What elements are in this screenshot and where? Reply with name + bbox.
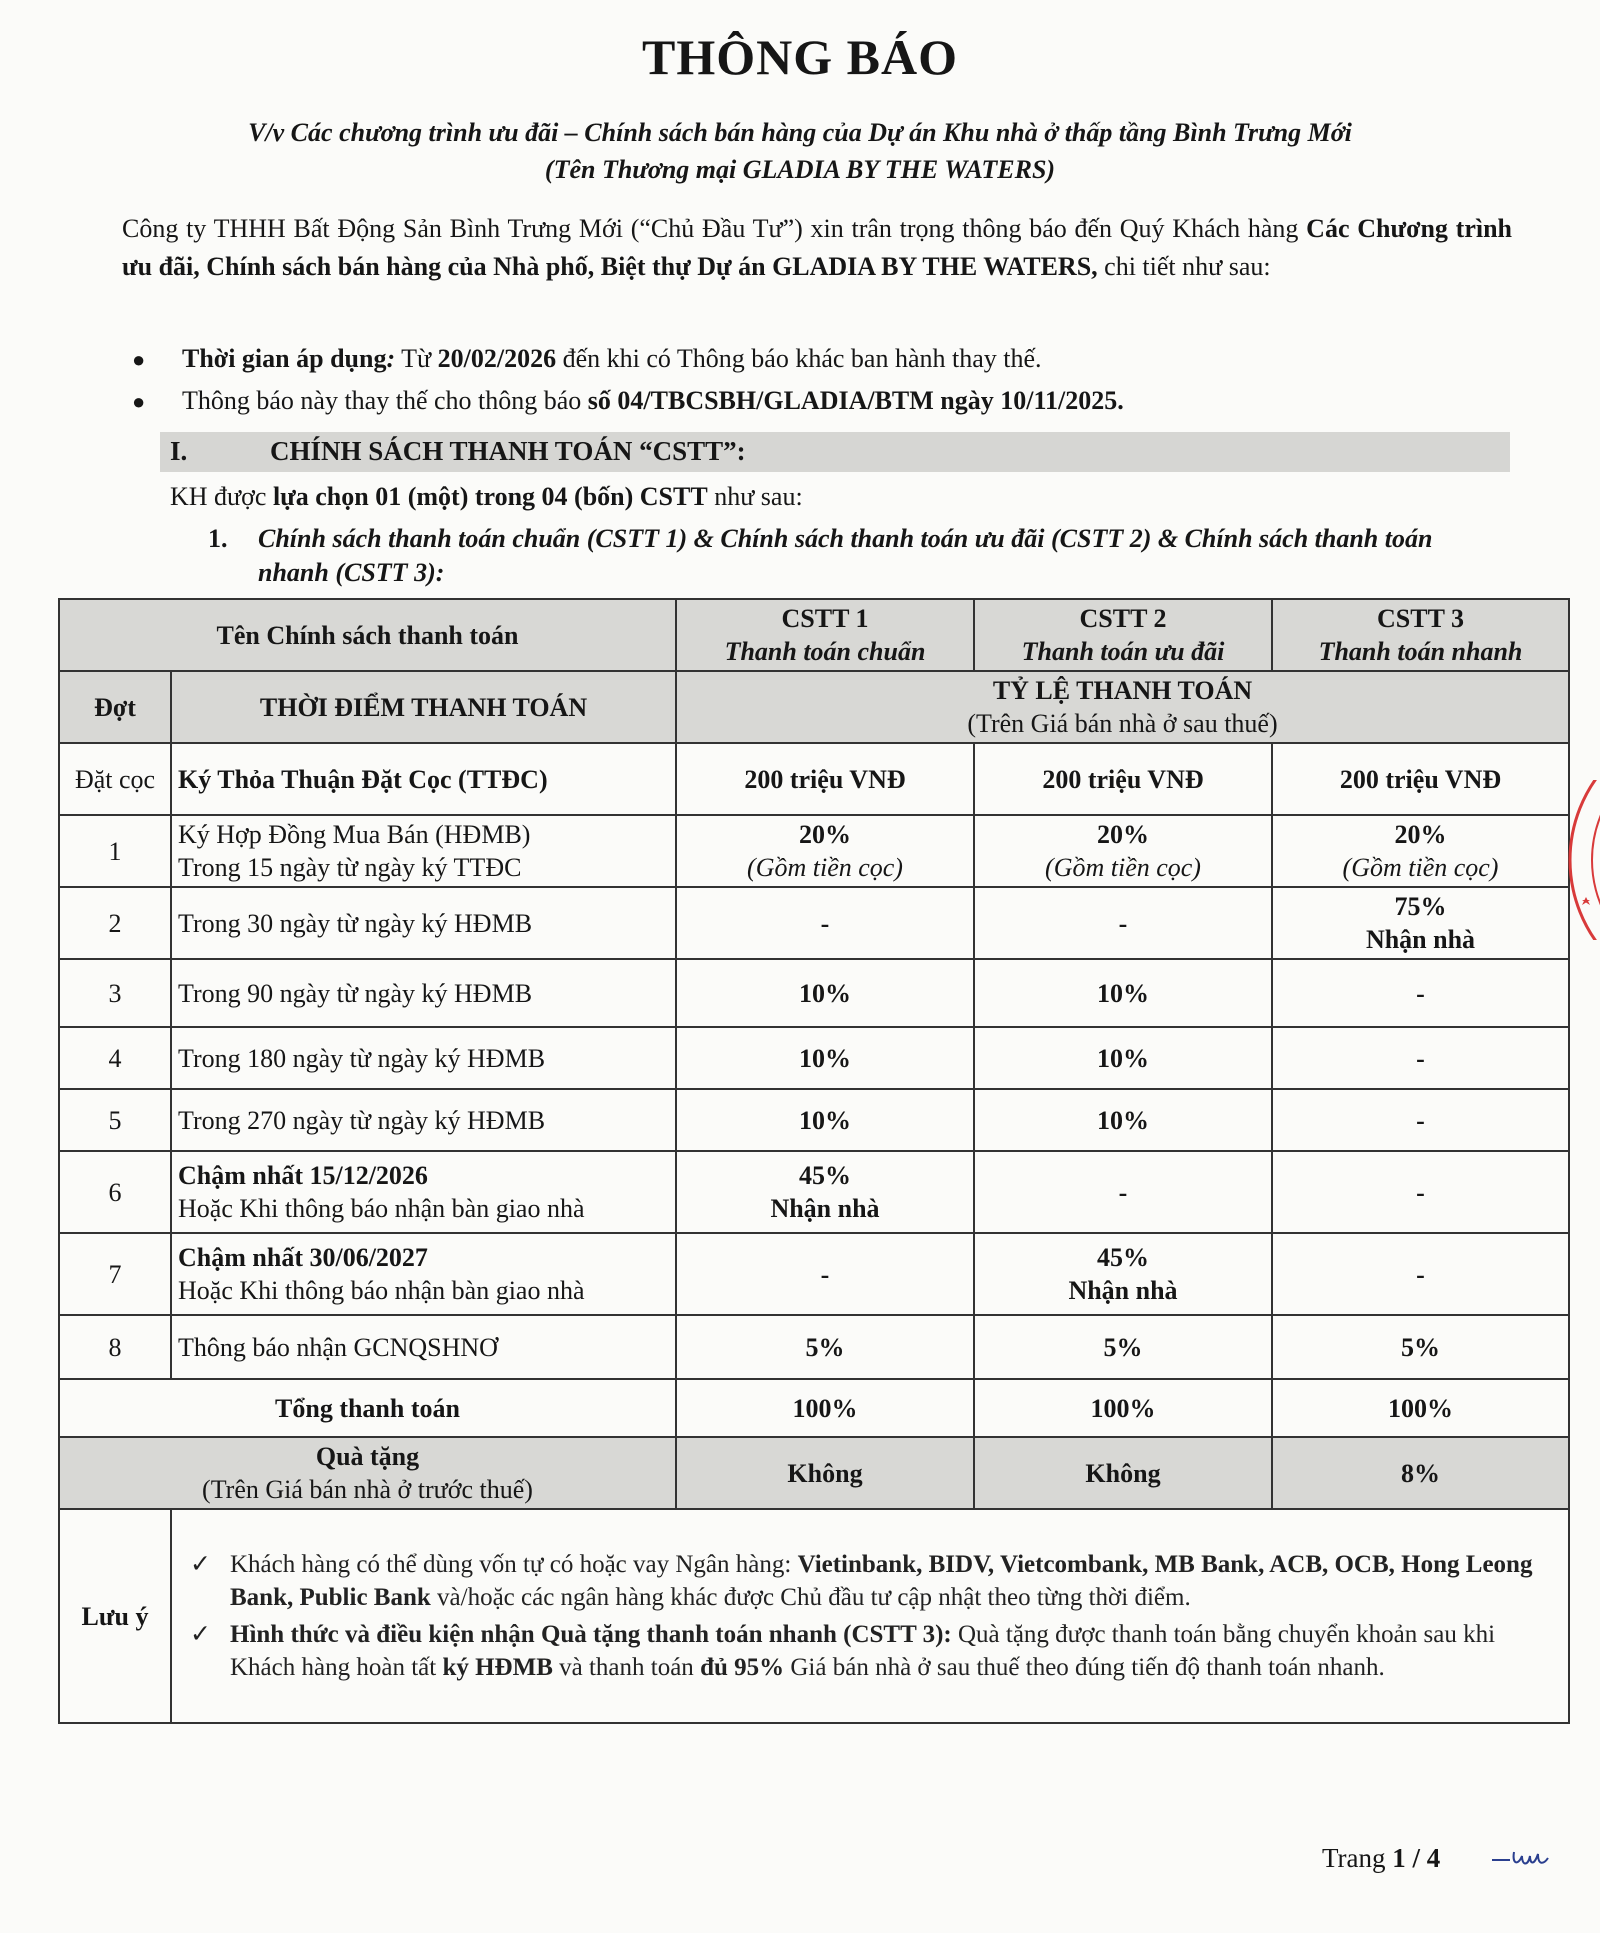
row-value-cstt2: 200 triệu VNĐ [974,743,1272,815]
choose-text-2: như sau: [707,482,803,511]
note-1-text-a: Khách hàng có thể dùng vốn tự có hoặc vay Ngân hàng: [230,1551,798,1578]
choose-text-1: KH được [170,482,273,511]
table-row [59,1151,1569,1233]
bullet-dot-icon: ● [132,389,146,414]
row-time-line-1: Ký Hợp Đồng Mua Bán (HĐMB) [178,820,531,849]
note-label: Lưu ý [59,1509,171,1723]
row-value-cstt3: - [1272,959,1569,1027]
value-sub: (Gồm tiền cọc) [747,853,903,882]
check-icon: ✓ [190,1621,211,1648]
table-row [59,959,1569,1027]
company-stamp-fragment [1560,780,1600,945]
section-title: CHÍNH SÁCH THANH TOÁN “CSTT”: [270,436,746,466]
row-dot: 4 [59,1027,171,1089]
gift-label-cell [59,1437,676,1509]
subtitle-line-2: (Tên Thương mại GLADIA BY THE WATERS) [544,155,1056,184]
policy-name: Thanh toán nhanh [1318,637,1523,666]
row-value-cstt1: - [676,887,974,959]
bullet-2-bold: số 04/TBCSBH/GLADIA/BTM ngày 10/11/2025. [587,386,1124,415]
row-value-cstt2: 10% [974,1089,1272,1151]
table-row [59,887,1569,959]
row-time-line-1: Chậm nhất 15/12/2026 [178,1161,428,1190]
total-cstt2: 100% [974,1379,1272,1437]
row-value-cstt2 [974,815,1272,887]
policy-header-cstt1 [676,599,974,671]
gift-cstt1: Không [676,1437,974,1509]
row-value-cstt2: - [974,1151,1272,1233]
note-content [171,1509,1569,1723]
column-header-dot: Đợt [59,671,171,743]
policy-name: Thanh toán chuẩn [724,637,926,666]
row-dot: 8 [59,1315,171,1379]
row-time-line-2: Hoặc Khi thông báo nhận bàn giao nhà [178,1194,585,1223]
value-sub: Nhận nhà [770,1194,880,1223]
row-value-cstt1: - [676,1233,974,1315]
row-value-cstt1 [676,1151,974,1233]
check-icon: ✓ [190,1551,211,1578]
row-value-cstt3 [1272,887,1569,959]
row-value-cstt2 [974,1233,1272,1315]
policy-header-cstt2 [974,599,1272,671]
policy-name-header: Tên Chính sách thanh toán [59,599,676,671]
value-main: 20% [1097,820,1149,849]
row-time: Ký Thỏa Thuận Đặt Cọc (TTĐC) [171,743,676,815]
total-cstt1: 100% [676,1379,974,1437]
row-value-cstt1 [676,815,974,887]
initials-signature [1488,1838,1568,1883]
page-title: THÔNG BÁO [642,29,958,85]
policy-item-heading [208,522,1508,590]
value-sub: Nhận nhà [1365,925,1476,954]
policy-header-cstt3 [1272,599,1569,671]
row-time [171,1233,676,1315]
table-row-note [59,1509,1569,1723]
row-time-line-2: Trong 15 ngày từ ngày ký TTĐC [178,853,522,882]
row-value-cstt2: 5% [974,1315,1272,1379]
choose-line [170,482,803,512]
bullet-1-text-1: Từ [395,344,438,373]
item-number: 1. [208,524,228,553]
value-main: 20% [799,820,851,849]
choose-bold: lựa chọn 01 (một) trong 04 (bốn) CSTT [272,482,708,511]
value-main: 20% [1394,820,1447,849]
item-text: Chính sách thanh toán chuẩn (CSTT 1) & Chính sách thanh toán ưu đãi (CSTT 2) & Chính sách thanh toán nhanh (CSTT 3): [258,524,1433,587]
row-value-cstt3: - [1272,1089,1569,1151]
note-2-bold: Hình thức và điều kiện nhận Quà tặng thanh toán nhanh (CSTT 3): [230,1621,952,1648]
total-cstt3: 100% [1272,1379,1569,1437]
row-dot: 1 [59,815,171,887]
row-time [171,815,676,887]
table-row [59,1089,1569,1151]
table-row-policy-header [59,599,1569,671]
ratio-subtitle: (Trên Giá bán nhà ở sau thuế) [967,709,1278,738]
row-value-cstt3: 200 triệu VNĐ [1272,743,1569,815]
intro-text-1: Công ty THHH Bất Động Sản Bình Trưng Mới (“Chủ Đầu Tư”) xin trân trọng thông báo đến Quý Khách hàng [122,214,1307,243]
table-row-column-header [59,671,1569,743]
section-number: I. [170,436,188,466]
gift-cstt3: 8% [1272,1437,1569,1509]
row-value-cstt1: 10% [676,959,974,1027]
row-time: Trong 270 ngày từ ngày ký HĐMB [171,1089,676,1151]
row-dot: 5 [59,1089,171,1151]
value-main: 45% [799,1161,851,1190]
row-value-cstt1: 10% [676,1027,974,1089]
note-1-banks: Vietinbank, BIDV, Vietcombank, MB Bank, ACB, OCB, Hong Leong Bank, Public Bank [230,1551,1533,1611]
row-dot: 6 [59,1151,171,1233]
column-header-ratio [676,671,1569,743]
row-value-cstt2: 10% [974,959,1272,1027]
bullet-dot-icon: ● [132,347,146,372]
policy-code: CSTT 1 [781,604,869,633]
page-separator: / [1405,1843,1427,1873]
row-value-cstt3: - [1272,1027,1569,1089]
table-row [59,743,1569,815]
value-sub: (Gồm tiền cọc) [1045,853,1201,882]
row-time-line-2: Hoặc Khi thông báo nhận bàn giao nhà [178,1276,585,1305]
bullet-replacement [132,384,1124,419]
ratio-title: TỶ LỆ THANH TOÁN [992,676,1253,705]
policy-code: CSTT 3 [1377,604,1464,633]
note-line-gift [178,1618,1562,1684]
row-value-cstt2: 10% [974,1027,1272,1089]
row-value-cstt3: 5% [1272,1315,1569,1379]
page-current: 1 [1392,1843,1406,1873]
bullet-1-text-2: đến khi có Thông báo khác ban hành thay thế. [556,344,1042,373]
table-row [59,1233,1569,1315]
note-1-text-c: và/hoặc các ngân hàng khác được Chủ đầu tư cập nhật theo từng thời điểm. [430,1584,1191,1611]
row-time: Trong 90 ngày từ ngày ký HĐMB [171,959,676,1027]
table-row-gift [59,1437,1569,1509]
page-number [1322,1843,1440,1874]
bullet-effective-date [132,342,1042,377]
value-main: 75% [1394,892,1447,921]
note-2-percent: đủ 95% [700,1654,785,1681]
intro-paragraph [122,210,1512,286]
policy-name: Thanh toán ưu đãi [1021,637,1225,666]
gift-sub: (Trên Giá bán nhà ở trước thuế) [202,1475,533,1504]
section-header [160,432,1510,472]
gift-label: Quà tặng [315,1442,420,1471]
gift-cstt2: Không [974,1437,1272,1509]
payment-schedule-table [58,598,1570,1724]
row-value-cstt3: - [1272,1151,1569,1233]
row-value-cstt1: 5% [676,1315,974,1379]
row-value-cstt3: - [1272,1233,1569,1315]
row-time [171,1151,676,1233]
intro-text-bold: Các Chương trình ưu đãi, Chính sách bán hàng của Nhà phố, Biệt thự Dự án GLADIA BY THE WATERS, [122,214,1513,281]
row-value-cstt1: 200 triệu VNĐ [676,743,974,815]
row-dot: 3 [59,959,171,1027]
note-2-sign: ký HĐMB [442,1654,553,1681]
bullet-2-text: Thông báo này thay thế cho thông báo [182,386,588,415]
row-time: Trong 30 ngày từ ngày ký HĐMB [171,887,676,959]
row-time: Thông báo nhận GCNQSHNƠ [171,1315,676,1379]
policy-code: CSTT 2 [1079,604,1167,633]
note-2-text-f: Giá bán nhà ở sau thuế theo đúng tiến độ thanh toán nhanh. [784,1654,1385,1681]
row-value-cstt2: - [974,887,1272,959]
page-prefix: Trang [1322,1843,1393,1873]
row-value-cstt3 [1272,815,1569,887]
row-dot: Đặt cọc [59,743,171,815]
table-row [59,815,1569,887]
table-row [59,1315,1569,1379]
bullet-1-bold: Thời gian áp dụng [182,344,387,373]
row-dot: 7 [59,1233,171,1315]
value-main: 45% [1097,1243,1149,1272]
value-sub: (Gồm tiền cọc) [1342,853,1499,882]
row-time-line-1: Chậm nhất 30/06/2027 [178,1243,428,1272]
note-line-banks [178,1548,1562,1614]
bullet-1-colon: : [386,344,396,373]
table-row [59,1027,1569,1089]
value-sub: Nhận nhà [1068,1276,1178,1305]
total-label: Tổng thanh toán [59,1379,676,1437]
subtitle-line-1: V/v Các chương trình ưu đãi – Chính sách bán hàng của Dự án Khu nhà ở thấp tầng Bình Trưng Mới [248,118,1352,147]
intro-text-2: chi tiết như sau: [1097,252,1271,281]
table-row-total [59,1379,1569,1437]
row-dot: 2 [59,887,171,959]
row-value-cstt1: 10% [676,1089,974,1151]
note-2-text-b: Quà tặng được thanh toán bằng chuyển khoản sau khi Khách hàng hoàn tất [230,1621,1496,1681]
row-time: Trong 180 ngày từ ngày ký HĐMB [171,1027,676,1089]
page-total: 4 [1426,1843,1441,1873]
note-2-text-d: và thanh toán [552,1654,701,1681]
bullet-1-date: 20/02/2026 [437,344,557,373]
column-header-time: THỜI ĐIỂM THANH TOÁN [171,671,676,743]
